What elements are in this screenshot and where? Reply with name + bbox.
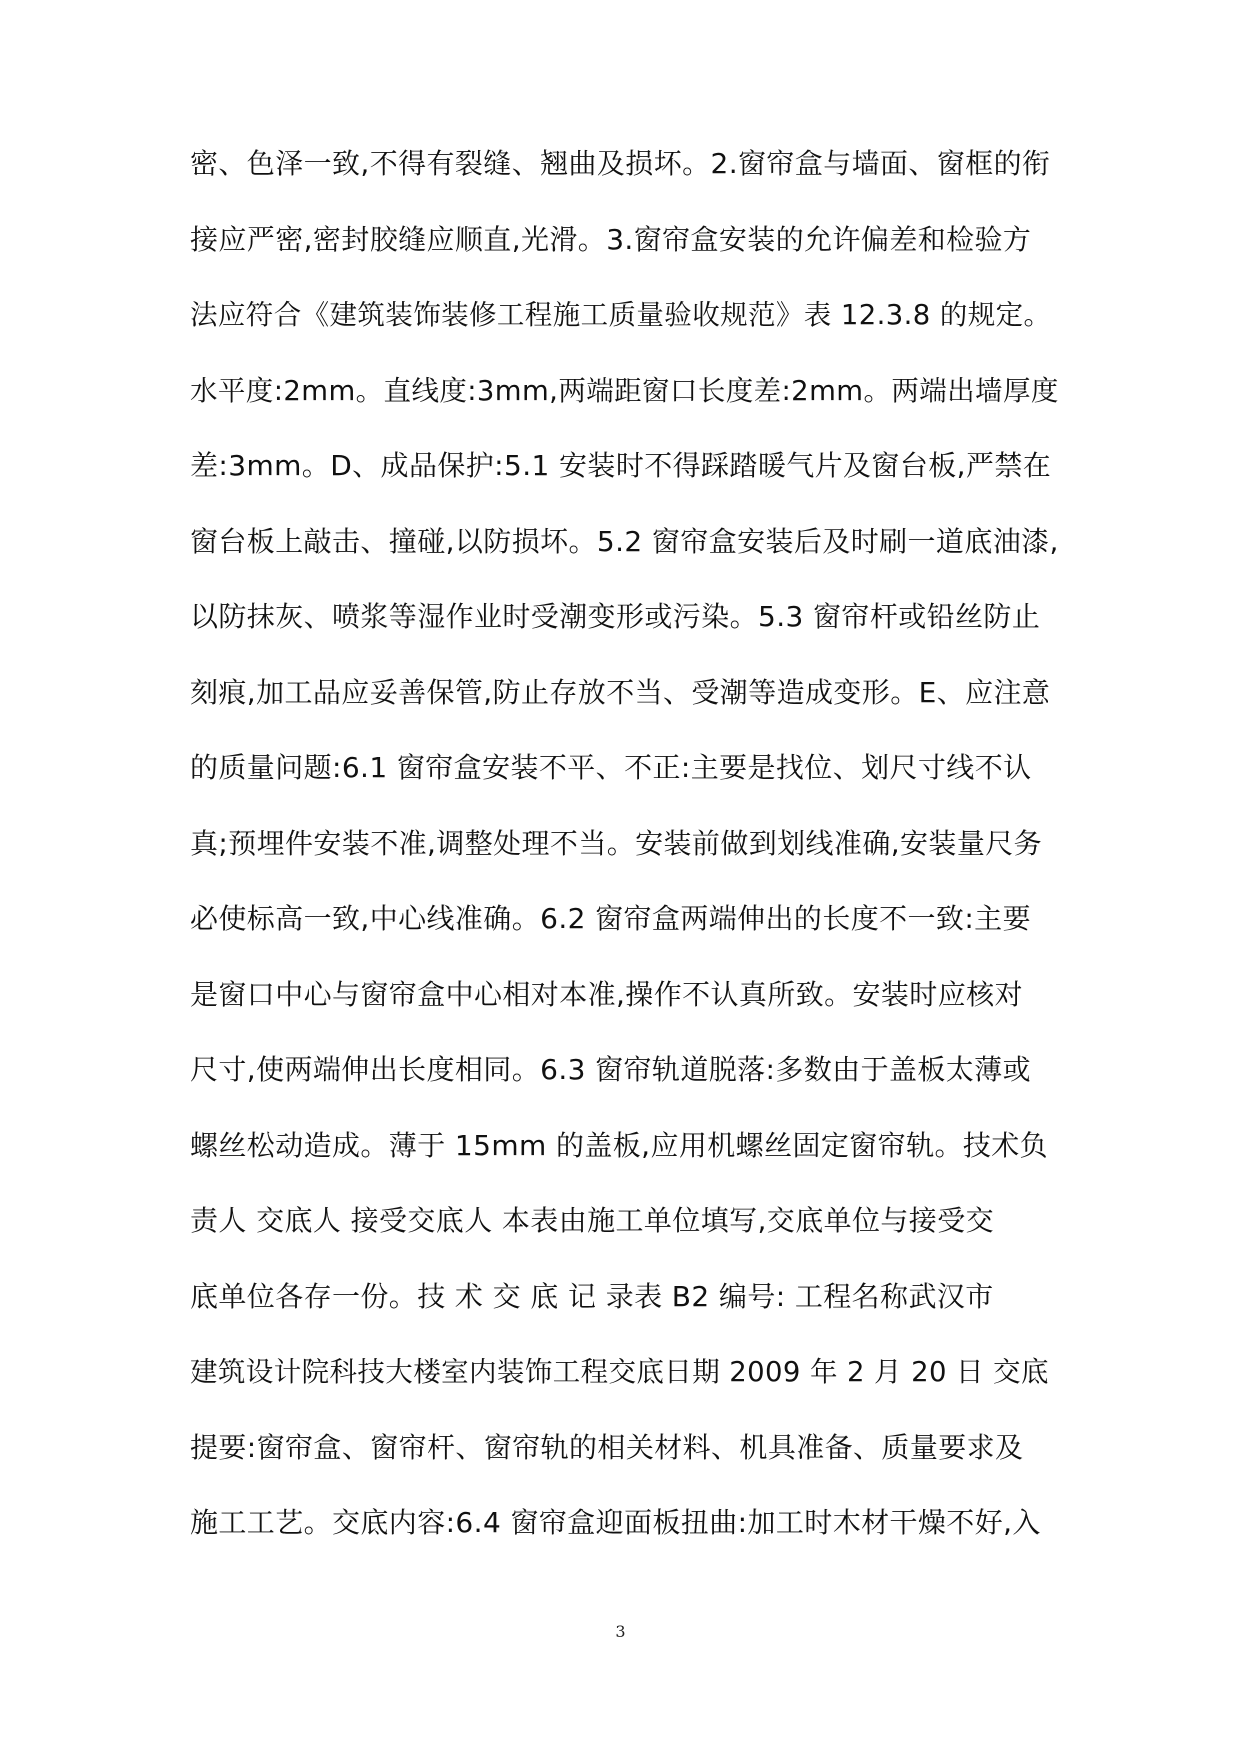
text-line-13: 尺寸,使两端伸出长度相同。6.3 窗帘轨道脱落:多数由于盖板太薄或 bbox=[190, 1053, 1031, 1086]
text-line-15: 责人 交底人 接受交底人 本表由施工单位填写,交底单位与接受交 bbox=[190, 1204, 995, 1237]
text-line-1: 密、色泽一致,不得有裂缝、翘曲及损坏。2.窗帘盒与墙面、窗框的衔 bbox=[190, 147, 1051, 180]
text-line-12: 是窗口中心与窗帘盒中心相对本准,操作不认真所致。安装时应核对 bbox=[190, 977, 1023, 1011]
text-line-6: 窗台板上敲击、撞碰,以防损坏。5.2 窗帘盒安装后及时刷一道底油漆, bbox=[190, 524, 1059, 558]
text-line-8: 刻痕,加工品应妥善保管,防止存放不当、受潮等造成变形。E、应注意 bbox=[190, 675, 1051, 709]
page-number: 3 bbox=[615, 1622, 626, 1641]
text-line-7: 以防抹灰、喷浆等湿作业时受潮变形或污染。5.3 窗帘杆或铅丝防止 bbox=[190, 600, 1041, 633]
text-line-5: 差:3mm。D、成品保护:5.1 安装时不得踩踏暖气片及窗台板,严禁在 bbox=[190, 449, 1052, 482]
text-line-18: 提要:窗帘盒、窗帘杆、窗帘轨的相关材料、机具准备、质量要求及 bbox=[190, 1430, 1024, 1464]
text-line-19: 施工工艺。交底内容:6.4 窗帘盒迎面板扭曲:加工时木材干燥不好,入 bbox=[190, 1506, 1041, 1539]
text-line-9: 的质量问题:6.1 窗帘盒安装不平、不正:主要是找位、划尺寸线不认 bbox=[190, 751, 1032, 784]
text-line-11: 必使标高一致,中心线准确。6.2 窗帘盒两端伸出的长度不一致:主要 bbox=[190, 902, 1031, 935]
body-text bbox=[190, 142, 1059, 1577]
text-line-10: 真;预埋件安装不准,调整处理不当。安装前做到划线准确,安装量尺务 bbox=[190, 826, 1043, 860]
text-line-4: 水平度:2mm。直线度:3mm,两端距窗口长度差:2mm。两端出墙厚度 bbox=[190, 374, 1059, 407]
text-line-14: 螺丝松动造成。薄于 15mm 的盖板,应用机螺丝固定窗帘轨。技术负 bbox=[190, 1128, 1049, 1162]
text-line-3: 法应符合《建筑装饰装修工程施工质量验收规范》表 12.3.8 的规定。 bbox=[190, 299, 1052, 331]
text-line-2: 接应严密,密封胶缝应顺直,光滑。3.窗帘盒安装的允许偏差和检验方 bbox=[190, 222, 1032, 256]
text-line-16: 底单位各存一份。技 术 交 底 记 录表 B2 编号: 工程名称武汉市 bbox=[190, 1279, 994, 1313]
text-line-17: 建筑设计院科技大楼室内装饰工程交底日期 2009 年 2 月 20 日 交底 bbox=[190, 1356, 1049, 1388]
